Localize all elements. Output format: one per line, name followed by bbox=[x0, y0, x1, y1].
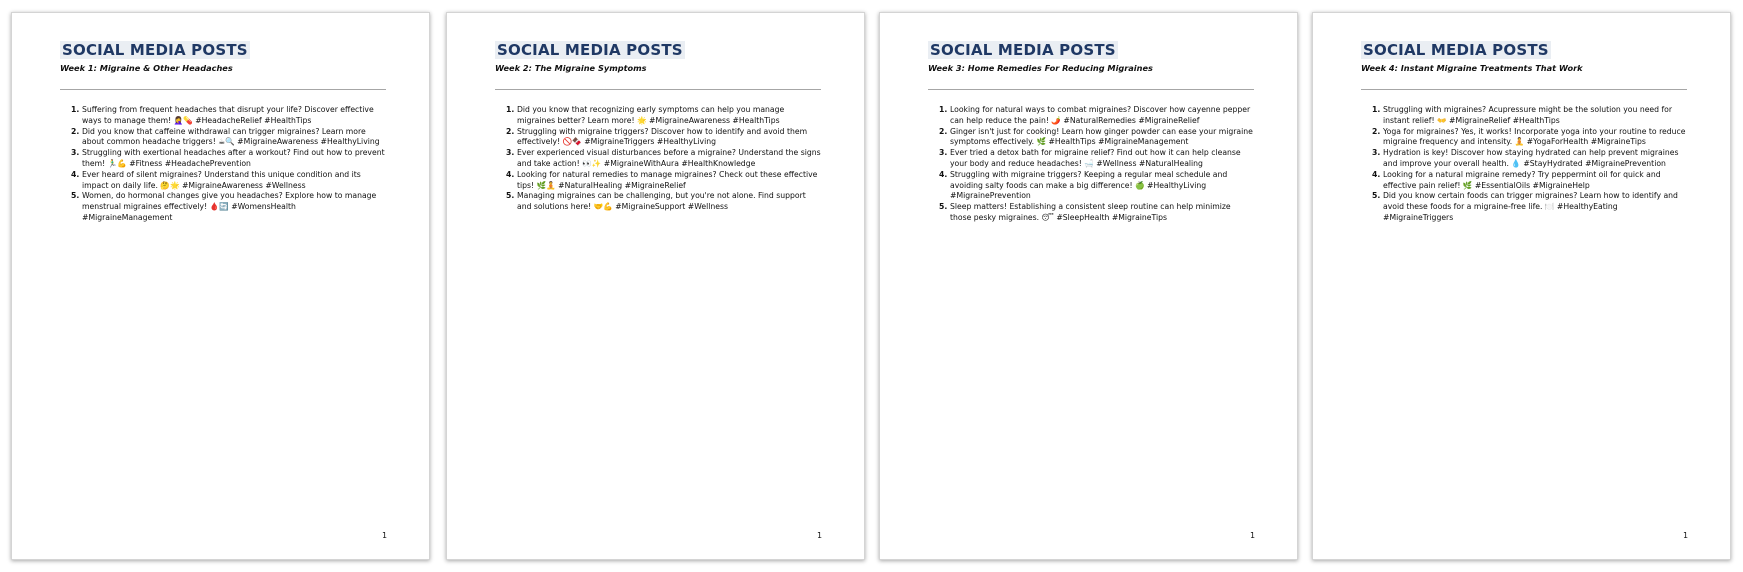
document-page bbox=[879, 12, 1298, 560]
page-number: 1 bbox=[382, 531, 388, 540]
post-item: 5. Managing migraines can be challenging, but you're not alone. Find support and solutions here! 🤝💪 #MigraineSupport #Wellness bbox=[517, 191, 821, 213]
page-number: 1 bbox=[817, 531, 823, 540]
document-page bbox=[446, 12, 865, 560]
divider bbox=[1361, 89, 1687, 90]
post-item: 5. Did you know certain foods can trigger migraines? Learn how to identify and avoid these foods for a migraine-free life. 🍽️ #HealthyEating #MigraineTriggers bbox=[1383, 191, 1687, 223]
divider bbox=[928, 89, 1254, 90]
post-item: 1. Looking for natural ways to combat migraines? Discover how cayenne pepper can help reduce the pain! 🌶️ #NaturalRemedies #MigraineRelief bbox=[950, 105, 1254, 127]
post-item: 3. Struggling with exertional headaches after a workout? Find out how to prevent them! 🏃‍♂️💪 #Fitness #HeadachePrevention bbox=[82, 148, 386, 170]
post-item: 2. Ginger isn't just for cooking! Learn how ginger powder can ease your migraine symptoms effectively. 🌿 #HealthTips #MigraineManagement bbox=[950, 127, 1254, 149]
post-list bbox=[1361, 105, 1687, 224]
post-item: 1. Struggling with migraines? Acupressure might be the solution you need for instant relief! 👐 #MigraineRelief #HealthTips bbox=[1383, 105, 1687, 127]
page-title: SOCIAL MEDIA POSTS bbox=[62, 41, 248, 59]
divider bbox=[495, 89, 821, 90]
divider bbox=[60, 89, 386, 90]
post-item: 5. Sleep matters! Establishing a consistent sleep routine can help minimize those pesky migraines. 😴 #SleepHealth #MigraineTips bbox=[950, 202, 1254, 224]
post-item: 2. Did you know that caffeine withdrawal can trigger migraines? Learn more about common headache triggers! ☕🔍 #MigraineAwareness #HealthyLiving bbox=[82, 127, 386, 149]
post-item: 1. Suffering from frequent headaches that disrupt your life? Discover effective ways to manage them! 🤦‍♀️💊 #HeadacheRelief #HealthTips bbox=[82, 105, 386, 127]
page-subtitle: Week 1: Migraine & Other Headaches bbox=[60, 63, 233, 73]
post-list bbox=[495, 105, 821, 213]
post-item: 4. Looking for a natural migraine remedy? Try peppermint oil for quick and effective pain relief! 🌿 #EssentialOils #MigraineHelp bbox=[1383, 170, 1687, 192]
page-subtitle: Week 2: The Migraine Symptoms bbox=[495, 63, 647, 73]
post-item: 4. Struggling with migraine triggers? Keeping a regular meal schedule and avoiding salty foods can make a big difference! 🍏 #HealthyLiving #MigrainePrevention bbox=[950, 170, 1254, 202]
post-item: 1. Did you know that recognizing early symptoms can help you manage migraines better? Learn more! 🌟 #MigraineAwareness #HealthTips bbox=[517, 105, 821, 127]
post-list bbox=[60, 105, 386, 224]
post-item: 3. Ever experienced visual disturbances before a migraine? Understand the signs and take action! 👀✨ #MigraineWithAura #HealthKnowledge bbox=[517, 148, 821, 170]
page-number: 1 bbox=[1683, 531, 1689, 540]
post-item: 4. Ever heard of silent migraines? Understand this unique condition and its impact on daily life. 🤔🌟 #MigraineAwareness #Wellness bbox=[82, 170, 386, 192]
page-title: SOCIAL MEDIA POSTS bbox=[497, 41, 683, 59]
document-page bbox=[11, 12, 430, 560]
post-item: 3. Ever tried a detox bath for migraine relief? Find out how it can help cleanse your body and reduce headaches! 🛁 #Wellness #NaturalHealing bbox=[950, 148, 1254, 170]
post-item: 5. Women, do hormonal changes give you headaches? Explore how to manage menstrual migraines effectively! 🩸🔄 #WomensHealth #MigraineManagement bbox=[82, 191, 386, 223]
post-list bbox=[928, 105, 1254, 224]
page-title: SOCIAL MEDIA POSTS bbox=[930, 41, 1116, 59]
post-item: 3. Hydration is key! Discover how staying hydrated can help prevent migraines and improve your overall health. 💧 #StayHydrated #MigrainePrevention bbox=[1383, 148, 1687, 170]
page-subtitle: Week 4: Instant Migraine Treatments That Work bbox=[1361, 63, 1583, 73]
page-title: SOCIAL MEDIA POSTS bbox=[1363, 41, 1549, 59]
post-item: 2. Yoga for migraines? Yes, it works! Incorporate yoga into your routine to reduce migraine frequency and intensity. 🧘 #YogaForHealth #MigraineTips bbox=[1383, 127, 1687, 149]
post-item: 4. Looking for natural remedies to manage migraines? Check out these effective tips! 🌿🧘 #NaturalHealing #MigraineRelief bbox=[517, 170, 821, 192]
page-subtitle: Week 3: Home Remedies For Reducing Migraines bbox=[928, 63, 1153, 73]
post-item: 2. Struggling with migraine triggers? Discover how to identify and avoid them effectively! 🚫🍫 #MigraineTriggers #HealthyLiving bbox=[517, 127, 821, 149]
document-page bbox=[1312, 12, 1731, 560]
page-number: 1 bbox=[1250, 531, 1256, 540]
